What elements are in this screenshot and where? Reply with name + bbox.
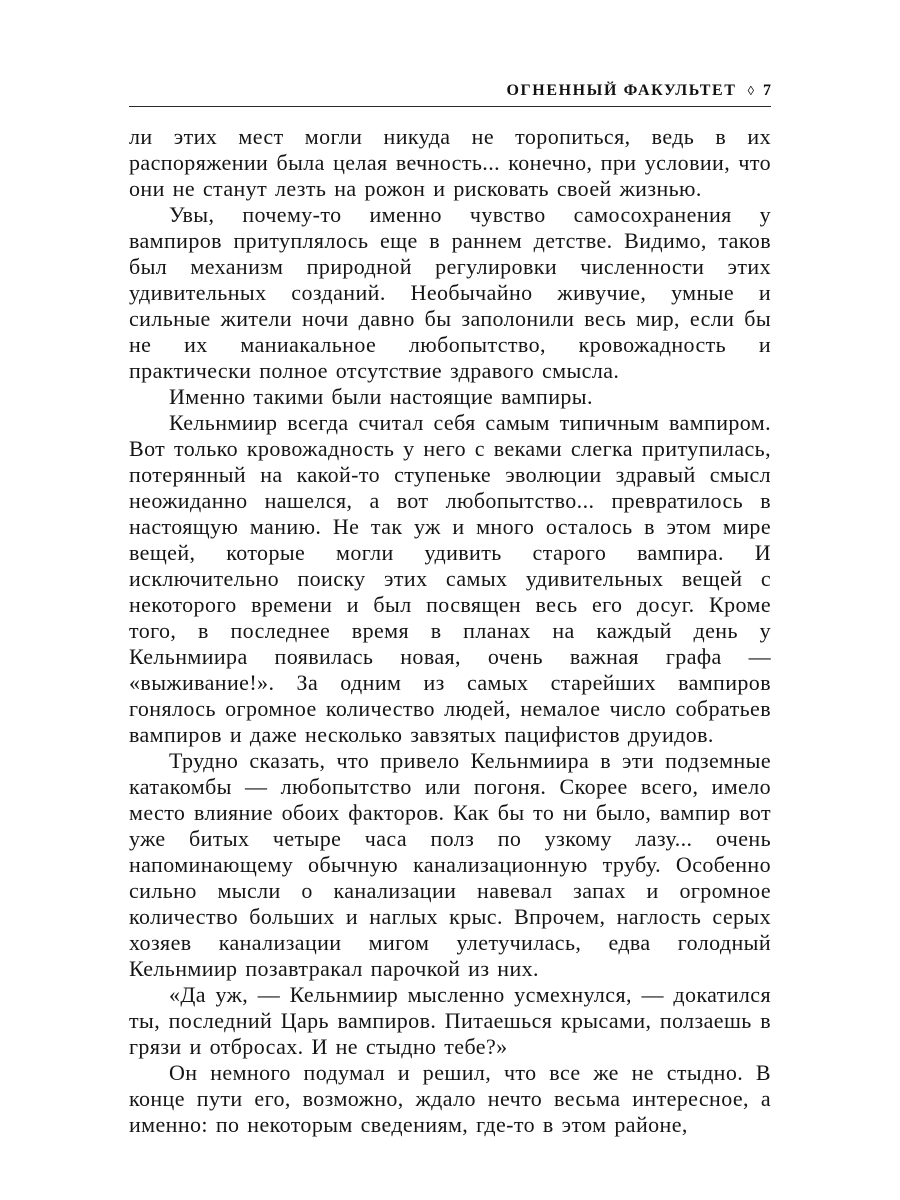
paragraph: Увы, почему-то именно чувство самосохранения у вампиров притуплялось еще в раннем детстве. Видимо, таков был механизм природной регулировки численности этих удивительных созданий. Необычайно живучие, умные и сильные жители ночи давно бы заполонили весь мир, если бы не их маниакальное любопытство, кровожадность и практически полное отсутствие здравого смысла. — [129, 202, 771, 383]
page-number: 7 — [763, 82, 771, 99]
paragraph: Именно такими были настоящие вампиры. — [169, 384, 593, 409]
header-rule — [129, 106, 771, 107]
paragraph: Кельнмиир всегда считал себя самым типичным вампиром. Вот только кровожадность у него с веками слегка притупилась, потерянный на какой-то ступеньке эволюции здравый смысл неожиданно нашелся, а вот любопытство... превратилось в настоящую манию. Не так уж и много осталось в этом мире вещей, которые могли удивить старого вампира. И исключительно поиску этих самых удивительных вещей с некоторого времени и был посвящен весь его досуг. Кроме того, в последнее время в планах на каждый день у Кельнмиира появилась новая, очень важная графа — «выживание!». За одним из самых старейших вампиров гонялось огромное количество людей, немалое число собратьев вампиров и даже несколько завзятых пацифистов друидов. — [129, 410, 771, 747]
paragraph: Трудно сказать, что привело Кельнмиира в эти подземные катакомбы — любопытство или погоня. Скорее всего, имело место влияние обоих факторов. Как бы то ни было, вампир вот уже битых четыре часа полз по узкому лазу... очень напоминающему обычную канализационную трубу. Особенно сильно мысли о канализации навевал запах и огромное количество больших и наглых крыс. Впрочем, наглость серых хозяев канализации мигом улетучилась, едва голодный Кельнмиир позавтракал парочкой из них. — [129, 748, 771, 981]
paragraph: ли этих мест могли никуда не торопиться, ведь в их распоряжении была целая вечность... конечно, при условии, что они не станут лезть на рожон и рисковать своей жизнью. — [129, 124, 771, 201]
page-body — [129, 124, 771, 1138]
content-column — [129, 0, 771, 1138]
paragraph: «Да уж, — Кельнмиир мысленно усмехнулся, — докатился ты, последний Царь вампиров. Питаешься крысами, ползаешь в грязи и отбросах. И не стыдно тебе?» — [129, 982, 771, 1059]
paragraph: Он немного подумал и решил, что все же не стыдно. В конце пути его, возможно, ждало нечто весьма интересное, а именно: по некоторым сведениям, где-то в этом районе, — [129, 1060, 771, 1137]
running-head — [129, 0, 771, 100]
diamond-separator-icon: ◊ — [747, 83, 754, 98]
running-title: ОГНЕННЫЙ ФАКУЛЬТЕТ — [506, 82, 737, 99]
